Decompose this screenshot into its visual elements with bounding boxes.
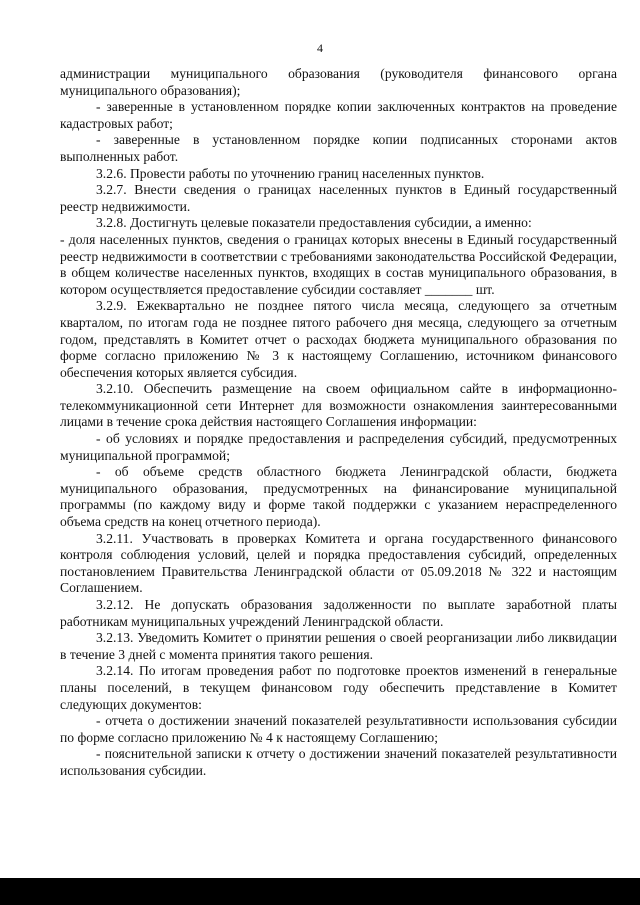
paragraph: - доля населенных пунктов, сведения о границах которых внесены в Единый государственный реестр недвижимости в соответствии с требованиями законодательства Российской Федерации, в общем количестве населенных пунктов, входящих в состав муниципального образования, в котором осуществляется предоставление субсидии составляет _______ шт. — [60, 231, 617, 297]
paragraph: - заверенные в установленном порядке копии заключенных контрактов на проведение кадастровых работ; — [60, 99, 617, 131]
paragraph: - об объеме средств областного бюджета Ленинградской области, бюджета муниципального образования, предусмотренных на финансирование муниципальной программы (по каждому виду и форме такой поддержки с указанием нераспределенного объема средств на конец отчетного периода). — [60, 464, 617, 530]
paragraph: 3.2.8. Достигнуть целевые показатели предоставления субсидии, а именно: — [96, 215, 532, 231]
paragraph: 3.2.12. Не допускать образования задолженности по выплате заработной платы работникам муниципальных учреждений Ленинградской области. — [60, 597, 617, 629]
paragraph: - об условиях и порядке предоставления и распределения субсидий, предусмотренных муниципальной программой; — [60, 431, 617, 463]
page-number: 4 — [317, 41, 323, 55]
paragraph: 3.2.13. Уведомить Комитет о принятии решения о своей реорганизации либо ликвидации в течение 3 дней с момента принятия такого решения. — [60, 630, 617, 662]
paragraph: администрации муниципального образования (руководителя финансового органа муниципального образования); — [60, 66, 617, 98]
paragraph: - заверенные в установленном порядке копии подписанных сторонами актов выполненных работ. — [60, 132, 617, 164]
paragraph: 3.2.14. По итогам проведения работ по подготовке проектов изменений в генеральные планы поселений, в текущем финансовом году обеспечить представление в Комитет следующих документов: — [60, 663, 617, 712]
paragraph: 3.2.10. Обеспечить размещение на своем официальном сайте в информационно-телекоммуникационной сети Интернет для возможности ознакомления заинтересованными лицами в течение срока действия настоящего Соглашения информации: — [60, 381, 617, 430]
paragraph: 3.2.9. Ежеквартально не позднее пятого числа месяца, следующего за отчетным кварталом, по итогам года не позднее пятого рабочего дня месяца, следующего за отчетным годом, представлять в Комитет отчет о расходах бюджета муниципального образования по форме согласно приложению № 3 к настоящему Соглашению, источником финансового обеспечения которых является субсидия. — [60, 298, 617, 380]
paragraph: 3.2.11. Участвовать в проверках Комитета и органа государственного финансового контроля соблюдения условий, целей и порядка предоставления субсидий, определенных постановлением Правительства Ленинградской области от 05.09.2018 № 322 и настоящим Соглашением. — [60, 530, 617, 596]
scan-border — [0, 878, 640, 905]
paragraph: - пояснительной записки к отчету о достижении значений показателей результативности использования субсидии. — [60, 746, 617, 778]
paragraph: 3.2.6. Провести работы по уточнению границ населенных пунктов. — [96, 165, 485, 181]
paragraph: - отчета о достижении значений показателей результативности использования субсидии по форме согласно приложению № 4 к настоящему Соглашению; — [60, 713, 617, 745]
document-body — [60, 66, 617, 780]
paragraph: 3.2.7. Внести сведения о границах населенных пунктов в Единый государственный реестр недвижимости. — [60, 182, 617, 214]
